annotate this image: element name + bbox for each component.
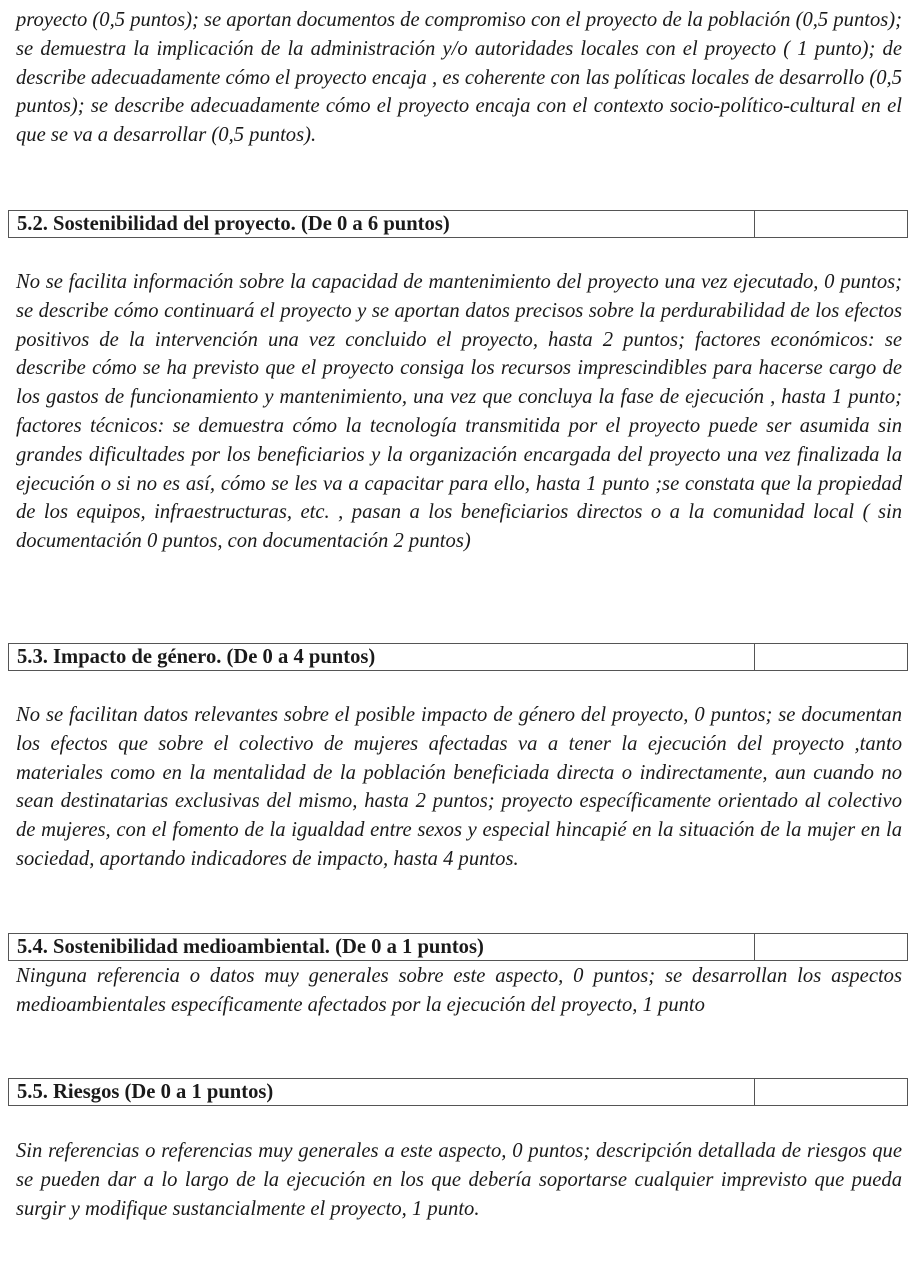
section-body-impacto-genero: No se facilitan datos relevantes sobre el posible impacto de género del proyecto, 0 puntos; se documentan los efectos que sobre el colectivo de mujeres afectadas va a tener la ejecución del proyecto ,tanto materiales como en la mentalidad de la población beneficiada directa o indirectamente, aun cuando no sean destinatarias exclusivas del mismo, hasta 2 puntos; proyecto específicamente orientado al colectivo de mujeres, con el fomento de la igualdad entre sexos y especial hincapié en la situación de la mujer en la sociedad, aportando indicadores de impacto, hasta 4 puntos.: [16, 704, 902, 870]
intro-paragraph: proyecto (0,5 puntos); se aportan documentos de compromiso con el proyecto de la población (0,5 puntos); se demuestra la implicación de la administración y/o autoridades locales con el proyecto ( 1 punto); de describe adecuadamente cómo el proyecto encaja , es coherente con las políticas locales de desarrollo (0,5 puntos); se describe adecuadamente cómo el proyecto encaja con el contexto socio-político-cultural en el que se va a desarrollar (0,5 puntos).: [16, 9, 902, 147]
section-title: 5.4. Sostenibilidad medioambiental. (De 0 a 1 puntos): [9, 934, 755, 960]
section-score-cell: [755, 1079, 907, 1105]
section-title: 5.5. Riesgos (De 0 a 1 puntos): [9, 1079, 755, 1105]
section-score-cell: [755, 644, 907, 670]
section-header-impacto-genero: [8, 643, 908, 671]
section-title: 5.2. Sostenibilidad del proyecto. (De 0 a 6 puntos): [9, 211, 755, 237]
section-header-medioambiental: [8, 933, 908, 961]
section-body-riesgos: Sin referencias o referencias muy generales a este aspecto, 0 puntos; descripción detallada de riesgos que se pueden dar a lo largo de la ejecución en los que debería soportarse cualquier imprevisto que pueda surgir y modifique sustancialmente el proyecto, 1 punto.: [16, 1140, 902, 1220]
section-header-riesgos: [8, 1078, 908, 1106]
section-title: 5.3. Impacto de género. (De 0 a 4 puntos): [9, 644, 755, 670]
section-header-sostenibilidad: [8, 210, 908, 238]
section-body-medioambiental: Ninguna referencia o datos muy generales sobre este aspecto, 0 puntos; se desarrollan los aspectos medioambientales específicamente afectados por la ejecución del proyecto, 1 punto: [16, 965, 902, 1016]
section-score-cell: [755, 211, 907, 237]
section-score-cell: [755, 934, 907, 960]
section-body-sostenibilidad: No se facilita información sobre la capacidad de mantenimiento del proyecto una vez ejecutado, 0 puntos; se describe cómo continuará el proyecto y se aportan datos precisos sobre la perdurabilidad de los efectos positivos de la intervención una vez concluido el proyecto, hasta 2 puntos; factores económicos: se describe cómo se ha previsto que el proyecto consiga los recursos imprescindibles para hacerse cargo de los gastos de funcionamiento y mantenimiento, una vez que concluya la fase de ejecución , hasta 1 punto; factores técnicos: se demuestra cómo la tecnología transmitida por el proyecto puede ser asumida sin grandes dificultades por los beneficiarios y la organización encargada del proyecto una vez finalizada la ejecución o si no es así, cómo se les va a capacitar para ello, hasta 1 punto ;se constata que la propiedad de los equipos, infraestructuras, etc. , pasan a los beneficiarios directos o a la comunidad local ( sin documentación 0 puntos, con documentación 2 puntos): [16, 271, 902, 553]
